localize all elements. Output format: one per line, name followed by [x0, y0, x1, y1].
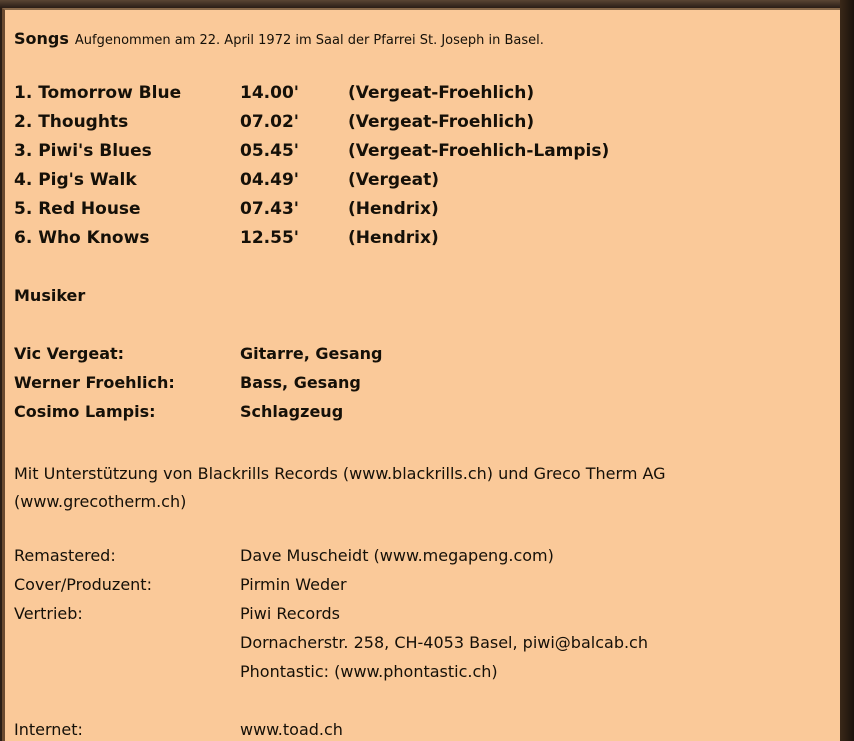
track-duration: 12.55'	[240, 228, 299, 248]
track-composer: (Hendrix)	[348, 199, 439, 219]
distributor-phontastic: Phontastic: (www.phontastic.ch)	[240, 662, 498, 681]
track-composer: (Vergeat-Froehlich-Lampis)	[348, 141, 610, 161]
scan-right-edge	[840, 0, 854, 741]
credit-value: Piwi Records	[240, 604, 340, 623]
musician-name: Cosimo Lampis:	[14, 402, 156, 421]
track-composer: (Vergeat-Froehlich)	[348, 112, 535, 132]
track-name: 3. Piwi's Blues	[14, 141, 152, 161]
songs-header	[14, 29, 544, 48]
distributor-address: Dornacherstr. 258, CH-4053 Basel, piwi@balcab.ch	[240, 633, 648, 652]
credit-value: www.toad.ch	[240, 720, 343, 739]
musician-role: Bass, Gesang	[240, 373, 361, 392]
credit-value: Pirmin Weder	[240, 575, 347, 594]
track-name: 5. Red House	[14, 199, 141, 219]
booklet-page	[2, 8, 840, 741]
track-composer: (Vergeat-Froehlich)	[348, 83, 535, 103]
scan-top-edge	[0, 0, 854, 8]
musician-role: Gitarre, Gesang	[240, 344, 383, 363]
songs-heading: Songs	[14, 29, 69, 48]
track-duration: 04.49'	[240, 170, 299, 190]
track-duration: 14.00'	[240, 83, 299, 103]
credit-label: Internet:	[14, 720, 83, 739]
track-name: 6. Who Knows	[14, 228, 150, 248]
track-composer: (Hendrix)	[348, 228, 439, 248]
track-composer: (Vergeat)	[348, 170, 439, 190]
support-note: Mit Unterstützung von Blackrills Records (www.blackrills.ch) und Greco Therm AG (www.grecotherm.ch)	[14, 464, 666, 511]
credit-value: Dave Muscheidt (www.megapeng.com)	[240, 546, 554, 565]
track-name: 4. Pig's Walk	[14, 170, 137, 190]
credit-label: Cover/Produzent:	[14, 575, 152, 594]
track-name: 2. Thoughts	[14, 112, 129, 132]
credit-label: Vertrieb:	[14, 604, 83, 623]
songs-subtitle: Aufgenommen am 22. April 1972 im Saal der Pfarrei St. Joseph in Basel.	[74, 33, 544, 48]
track-name: 1. Tomorrow Blue	[14, 83, 182, 103]
track-duration: 05.45'	[240, 141, 299, 161]
musician-name: Werner Froehlich:	[14, 373, 175, 392]
track-duration: 07.43'	[240, 199, 299, 219]
credit-label: Remastered:	[14, 546, 116, 565]
musician-role: Schlagzeug	[240, 402, 344, 421]
track-duration: 07.02'	[240, 112, 299, 132]
musicians-heading: Musiker	[14, 286, 86, 305]
musician-name: Vic Vergeat:	[14, 344, 125, 363]
